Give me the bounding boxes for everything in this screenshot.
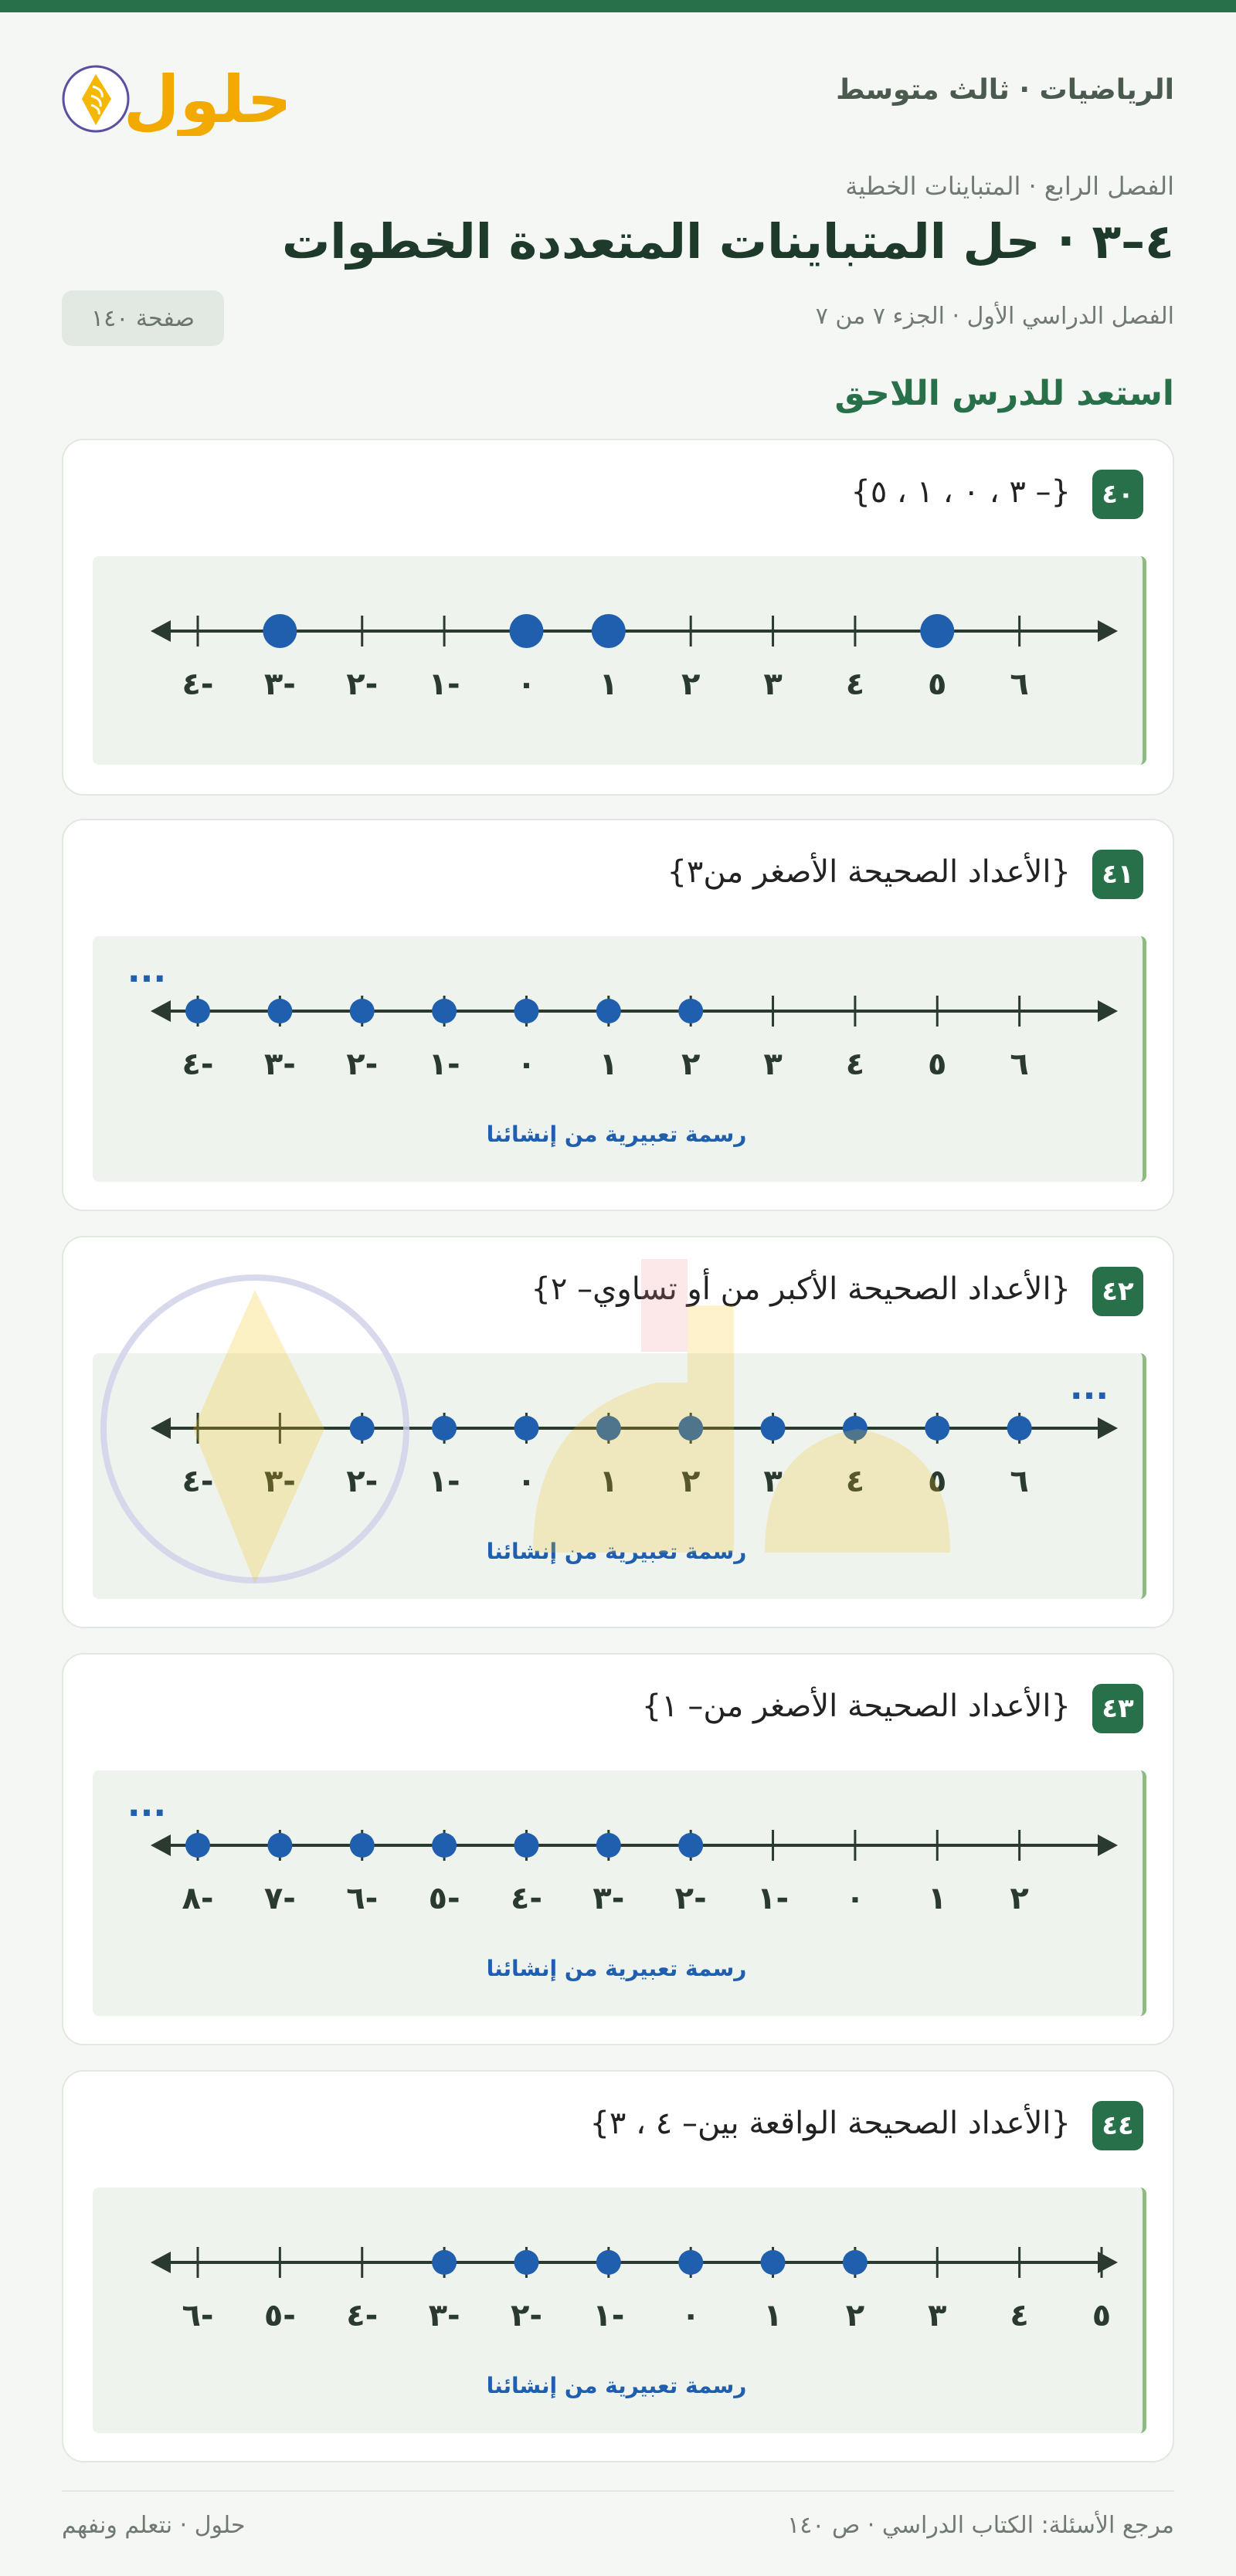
graph-point — [514, 2250, 538, 2275]
subject-label: الرياضيات · ثالث متوسط — [836, 74, 1174, 106]
tick-label: -٧ — [263, 1881, 296, 1916]
tick-label: ٦ — [1010, 1047, 1029, 1082]
continuation-ellipsis: ... — [127, 951, 167, 990]
graph-point — [920, 614, 954, 648]
question-number: ٤٢ — [1092, 1267, 1143, 1316]
graph-point — [432, 999, 457, 1023]
page-header — [62, 51, 1174, 136]
graph-point — [678, 2250, 703, 2275]
tick-label: ٠ — [845, 1881, 865, 1916]
tick-label: -٤ — [182, 1464, 214, 1499]
graph-point — [514, 999, 538, 1023]
question-number: ٤٣ — [1092, 1684, 1143, 1733]
tick-label: -٤ — [346, 2298, 379, 2333]
axis-arrow-right — [1098, 1834, 1118, 1856]
graph-point — [432, 2250, 457, 2275]
graph-point — [592, 614, 626, 648]
graph-point — [432, 1833, 457, 1858]
graph-point — [596, 2250, 621, 2275]
tick-label: -٦ — [182, 2298, 214, 2333]
tick-label: ٥ — [928, 667, 947, 702]
footer-divider — [62, 2490, 1174, 2492]
tick-label: ٥ — [1092, 2298, 1112, 2333]
tick-label: ٦ — [1010, 667, 1029, 702]
question-number: ٤٤ — [1092, 2101, 1143, 2150]
graph-point — [1007, 1416, 1032, 1441]
tick-label: ٦ — [1010, 1464, 1029, 1499]
question-set: {الأعداد الصحيحة الأصغر من٣} — [667, 854, 1071, 890]
tick-label: -٢ — [674, 1881, 707, 1916]
graph-point — [925, 1416, 949, 1441]
continuation-ellipsis: ... — [127, 1785, 167, 1824]
question-card-43 — [62, 1653, 1174, 2045]
tick-label: ٢ — [1010, 1881, 1029, 1916]
tick-label: ١ — [599, 667, 619, 702]
tick-label: ١ — [763, 2298, 783, 2333]
graph-point — [596, 999, 621, 1023]
axis-arrow-right — [1098, 1417, 1118, 1439]
graph-point — [514, 1833, 538, 1858]
question-number: ٤٠ — [1092, 470, 1143, 519]
lesson-meta: الفصل الدراسي الأول · الجزء ٧ من ٧ — [815, 303, 1174, 330]
graph-point — [263, 614, 297, 648]
axis-arrow-left — [151, 1417, 171, 1439]
footer-reference: مرجع الأسئلة: الكتاب الدراسي · ص ١٤٠ — [787, 2512, 1174, 2539]
tick-label: ٥ — [928, 1464, 947, 1499]
page-number-badge: صفحة ١٤٠ — [62, 290, 224, 346]
tick-label: ٣ — [763, 1047, 783, 1082]
tick-label: ٤ — [845, 1464, 865, 1499]
tick-label: ٤ — [845, 1047, 865, 1082]
axis-arrow-left — [151, 1834, 171, 1856]
tick-label: ٤ — [1010, 2298, 1029, 2333]
tick-label: -٣ — [428, 2298, 460, 2333]
number-line — [93, 936, 1143, 1182]
graph-point — [267, 1833, 292, 1858]
tick-label: ٠ — [517, 667, 536, 702]
graph-point — [350, 1833, 375, 1858]
tick-label: ٢ — [845, 2298, 865, 2333]
tick-label: -٥ — [428, 1881, 460, 1916]
top-accent-bar — [0, 0, 1236, 12]
number-line — [93, 556, 1143, 765]
axis-arrow-left — [151, 1000, 171, 1022]
tick-label: -٤ — [182, 667, 214, 702]
axis-arrow-right — [1098, 1000, 1118, 1022]
graph-point — [843, 2250, 868, 2275]
tick-label: ١ — [599, 1047, 619, 1082]
illustrative-note: رسمة تعبيرية من إنشائنا — [486, 1122, 747, 1147]
continuation-ellipsis: ... — [1069, 1368, 1109, 1407]
graph-point — [761, 2250, 786, 2275]
number-line-panel — [93, 556, 1146, 765]
section-title: استعد للدرس اللاحق — [834, 374, 1174, 413]
breadcrumb: الفصل الرابع · المتباينات الخطية — [845, 171, 1174, 201]
question-set: {الأعداد الصحيحة الواقعة بين– ٤ ، ٣} — [589, 2106, 1071, 2141]
tick-label: ٠ — [681, 2298, 701, 2333]
footer-tagline: حلول · نتعلم ونفهم — [62, 2512, 246, 2539]
question-card-42 — [62, 1236, 1174, 1628]
axis-arrow-left — [151, 2252, 171, 2273]
tick-label: -٤ — [182, 1047, 214, 1082]
graph-point — [509, 614, 543, 648]
graph-point — [596, 1833, 621, 1858]
tick-label: -١ — [428, 667, 460, 702]
question-number: ٤١ — [1092, 850, 1143, 899]
tick-label: -٤ — [510, 1881, 542, 1916]
tick-label: ٠ — [517, 1464, 536, 1499]
graph-point — [185, 999, 210, 1023]
question-card-40 — [62, 439, 1174, 796]
question-card-44 — [62, 2070, 1174, 2462]
tick-label: ٥ — [928, 1047, 947, 1082]
number-line-panel — [93, 2187, 1146, 2433]
question-card-41 — [62, 819, 1174, 1211]
tick-label: -٣ — [263, 667, 296, 702]
tick-label: ٢ — [681, 1464, 701, 1499]
graph-point — [678, 1833, 703, 1858]
tick-label: -٢ — [510, 2298, 542, 2333]
number-line-panel — [93, 1770, 1146, 2016]
graph-point — [678, 1416, 703, 1441]
illustrative-note: رسمة تعبيرية من إنشائنا — [486, 1956, 747, 1981]
question-set: {الأعداد الصحيحة الأكبر من أو تساوي– ٢} — [531, 1271, 1071, 1307]
graph-point — [678, 999, 703, 1023]
tick-label: -٦ — [346, 1881, 379, 1916]
question-set: {– ٣ ، ٠ ، ١ ، ٥} — [851, 474, 1071, 510]
number-line — [93, 1353, 1143, 1599]
tick-label: -١ — [428, 1047, 460, 1082]
tick-label: -٣ — [263, 1047, 296, 1082]
number-line-panel — [93, 1353, 1146, 1599]
question-set: {الأعداد الصحيحة الأصغر من– ١} — [641, 1688, 1071, 1724]
tick-label: -١ — [593, 2298, 625, 2333]
tick-label: ٣ — [763, 1464, 783, 1499]
tick-label: -١ — [757, 1881, 789, 1916]
tick-label: ٢ — [681, 1047, 701, 1082]
graph-point — [432, 1416, 457, 1441]
hulool-logo[interactable] — [62, 51, 286, 136]
graph-point — [267, 999, 292, 1023]
tick-label: ٤ — [845, 667, 865, 702]
tick-label: -٣ — [263, 1464, 296, 1499]
graph-point — [350, 999, 375, 1023]
graph-point — [185, 1833, 210, 1858]
graph-point — [843, 1416, 868, 1441]
tick-label: -٢ — [346, 667, 379, 702]
number-line-panel — [93, 936, 1146, 1182]
tick-label: ٠ — [517, 1047, 536, 1082]
tick-label: -٢ — [346, 1047, 379, 1082]
tick-label: -١ — [428, 1464, 460, 1499]
tick-label: -٣ — [593, 1881, 625, 1916]
graph-point — [350, 1416, 375, 1441]
axis-arrow-left — [151, 620, 171, 642]
tick-label: -٨ — [182, 1881, 214, 1916]
tick-label: ٣ — [763, 667, 783, 702]
illustrative-note: رسمة تعبيرية من إنشائنا — [486, 2373, 747, 2398]
page-title: ٤–٣ · حل المتباينات المتعددة الخطوات — [281, 213, 1174, 270]
graph-point — [514, 1416, 538, 1441]
graph-point — [761, 1416, 786, 1441]
illustrative-note: رسمة تعبيرية من إنشائنا — [486, 1539, 747, 1564]
number-line — [93, 1770, 1143, 2016]
tick-label: -٢ — [346, 1464, 379, 1499]
tick-label: ٣ — [928, 2298, 947, 2333]
tick-label: ١ — [928, 1881, 947, 1916]
tick-label: -٥ — [263, 2298, 296, 2333]
axis-arrow-right — [1098, 620, 1118, 642]
tick-label: ٢ — [681, 667, 701, 702]
tick-label: ١ — [599, 1464, 619, 1499]
logo-wordmark: حلول — [123, 62, 286, 136]
graph-point — [596, 1416, 621, 1441]
number-line — [93, 2187, 1143, 2433]
